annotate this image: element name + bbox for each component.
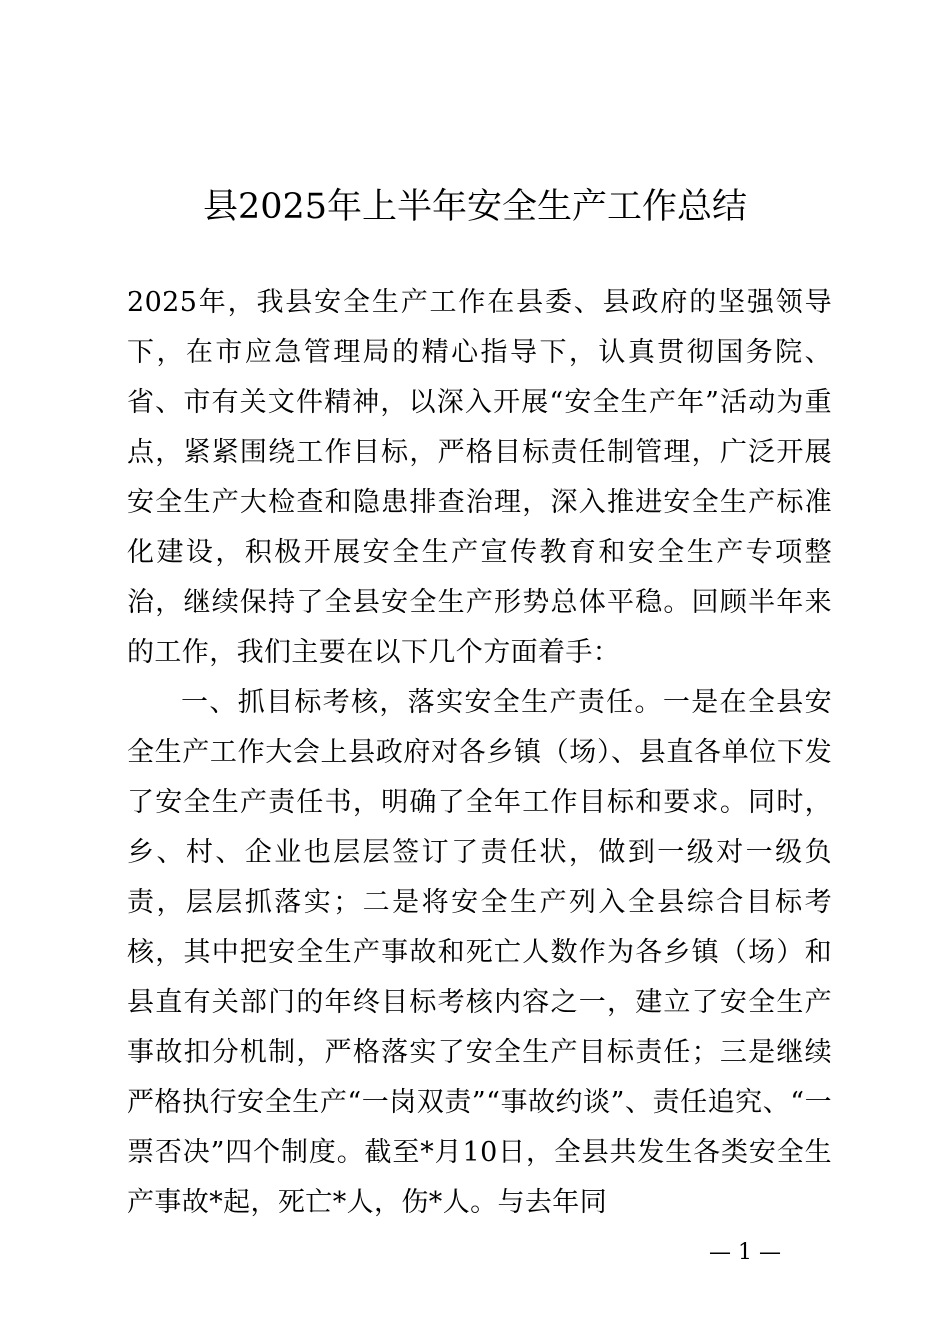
paragraph-intro: 2025年，我县安全生产工作在县委、县政府的坚强领导下，在市应急管理局的精心指导下，认真贯彻国务院、省、市有关文件精神，以深入开展“安全生产年”活动为重点，紧紧围绕工作目标，严格目标责任制管理，广泛开展安全生产大检查和隐患排查治理，深入推进安全生产标准化建设，积极开展安全生产宣传教育和安全生产专项整治，继续保持了全县安全生产形势总体平稳。回顾半年来的工作，我们主要在以下几个方面着手： xyxy=(127,287,832,668)
document-title: 县2025年上半年安全生产工作总结 xyxy=(202,187,748,227)
paragraph-section-one: 一、抓目标考核，落实安全生产责任。一是在全县安全生产工作大会上县政府对各乡镇（场）、县直各单位下发了安全生产责任书，明确了全年工作目标和要求。同时，乡、村、企业也层层签订了责任状，做到一级对一级负责，层层抓落实；二是将安全生产列入全县综合目标考核，其中把安全生产事故和死亡人数作为各乡镇（场）和县直有关部门的年终目标考核内容之一，建立了安全生产事故扣分机制，严格落实了安全生产目标责任；三是继续严格执行安全生产“一岗双责”“事故约谈”、责任追究、“一票否决”四个制度。截至*月10日，全县共发生各类安全生产事故*起，死亡*人，伤*人。与去年同 xyxy=(127,687,832,1218)
page-number: — 1 — xyxy=(709,1240,781,1265)
document-body xyxy=(127,278,832,1228)
